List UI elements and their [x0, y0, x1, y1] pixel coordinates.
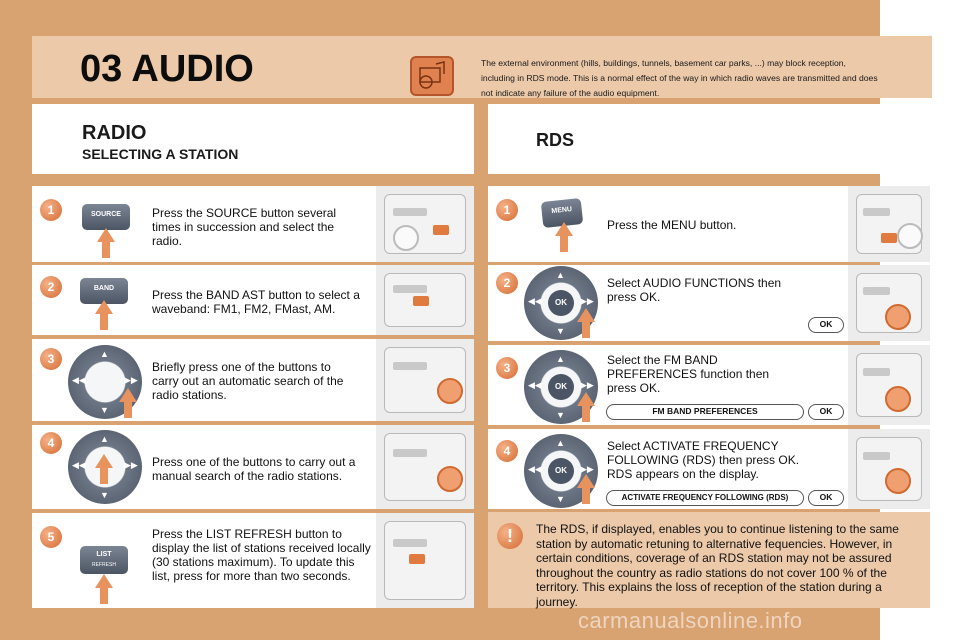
warning-icon: !	[497, 523, 523, 549]
rds-step-number-1: 1	[496, 199, 518, 221]
ok-label: OK	[548, 374, 574, 400]
step-3-text: Briefly press one of the buttons to carry out an automatic search of the radio stations.	[152, 360, 344, 402]
rds-step-number-4: 4	[496, 440, 518, 462]
arrow-up-icon	[95, 300, 113, 314]
rds-step-2-text: Select AUDIO FUNCTIONS then press OK.	[607, 276, 782, 304]
rds-step-3-illustration	[848, 345, 930, 425]
step-2-text: Press the BAND AST button to select a waveband: FM1, FM2, FMast, AM.	[152, 288, 360, 316]
fm-band-preferences-pill: FM BAND PREFERENCES	[606, 404, 804, 420]
ok-label: OK	[548, 290, 574, 316]
band-button-icon: BAND	[80, 278, 128, 304]
arrow-up-icon	[577, 474, 595, 488]
arrow-icon	[102, 242, 110, 258]
rds-step-2-illustration	[848, 265, 930, 341]
step-number-2: 2	[40, 276, 62, 298]
intro-text: The external environment (hills, buildings, tunnels, basement car parks, ...) may block reception, including in RDS mode. This is a normal effect of the way in which radio waves are transmitted and does not indicate any failure of the audio equipment.	[481, 58, 878, 98]
radio-cd-icon	[410, 56, 454, 96]
watermark: carmanualsonline.info	[578, 608, 803, 633]
ok-pill: OK	[808, 490, 844, 506]
rds-step-1-illustration	[848, 186, 930, 262]
ok-label: OK	[548, 458, 574, 484]
step-5-text: Press the LIST REFRESH button to display the list of stations received locally (30 stations maximum). To update this list, press for more than two seconds.	[152, 527, 371, 583]
arrow-icon	[560, 236, 568, 252]
menu-button-icon: MENU	[541, 198, 583, 228]
rds-step-number-3: 3	[496, 357, 518, 379]
direction-pad-icon: ▲ ▼ ◀◀ ▶▶	[68, 345, 142, 419]
step-number-5: 5	[40, 526, 62, 548]
arrow-up-icon	[97, 228, 115, 242]
list-refresh-button-icon	[80, 546, 128, 574]
list-label: LIST	[96, 551, 112, 558]
step-number-3: 3	[40, 348, 62, 370]
ok-pad-icon: ▲ ▼ ◀◀ ▶▶ OK	[524, 266, 598, 340]
rds-step-3-text: Select the FM BAND PREFERENCES function then press OK.	[607, 353, 770, 395]
arrow-up-icon	[555, 222, 573, 236]
step-3-illustration	[376, 339, 474, 421]
ok-pill: OK	[808, 404, 844, 420]
rds-step-4-illustration	[848, 429, 930, 509]
arrow-up-icon	[119, 388, 137, 402]
arrow-up-icon	[95, 574, 113, 588]
rds-step-number-2: 2	[496, 272, 518, 294]
arrow-icon	[100, 468, 108, 484]
arrow-icon	[124, 402, 132, 418]
step-number-1: 1	[40, 199, 62, 221]
selecting-station-heading: SELECTING A STATION	[82, 146, 239, 162]
refresh-label: REFRESH	[92, 562, 116, 568]
arrow-icon	[582, 488, 590, 504]
ok-pill: OK	[808, 317, 844, 333]
step-2-illustration	[376, 265, 474, 335]
arrow-up-icon	[577, 308, 595, 322]
rds-heading: RDS	[536, 130, 575, 150]
step-1-illustration	[376, 186, 474, 262]
arrow-icon	[582, 322, 590, 338]
arrow-icon	[100, 314, 108, 330]
direction-pad-icon: ▲ ▼ ◀◀ ▶▶	[68, 430, 142, 504]
page-title: 03 AUDIO	[80, 48, 254, 90]
source-button-icon: SOURCE	[82, 204, 130, 230]
activate-frequency-following-pill: ACTIVATE FREQUENCY FOLLOWING (RDS)	[606, 490, 804, 506]
step-number-4: 4	[40, 432, 62, 454]
arrow-icon	[100, 588, 108, 604]
ok-pad-icon: ▲ ▼ ◀◀ ▶▶ OK	[524, 434, 598, 508]
arrow-up-icon	[577, 392, 595, 406]
step-4-text: Press one of the buttons to carry out a manual search of the radio stations.	[152, 455, 356, 483]
rds-step-1-text: Press the MENU button.	[607, 218, 737, 232]
rds-step-4-text: Select ACTIVATE FREQUENCY FOLLOWING (RDS) then press OK. RDS appears on the display.	[607, 439, 800, 481]
step-1-text: Press the SOURCE button several times in succession and select the radio.	[152, 206, 337, 248]
rds-note-text: The RDS, if displayed, enables you to continue listening to the same station by automatic retuning to alternative fequencies. However, in certain conditions, coverage of an RDS station may not be assured throughout the country as radio stations do not cover 100 % of the territory. This explains the loss of reception of the station during a journey.	[536, 522, 899, 609]
ok-pad-icon: ▲ ▼ ◀◀ ▶▶ OK	[524, 350, 598, 424]
radio-heading: RADIO	[82, 122, 147, 144]
step-4-illustration	[376, 425, 474, 509]
arrow-icon	[582, 406, 590, 422]
arrow-up-icon	[95, 454, 113, 468]
step-5-illustration	[376, 513, 474, 608]
